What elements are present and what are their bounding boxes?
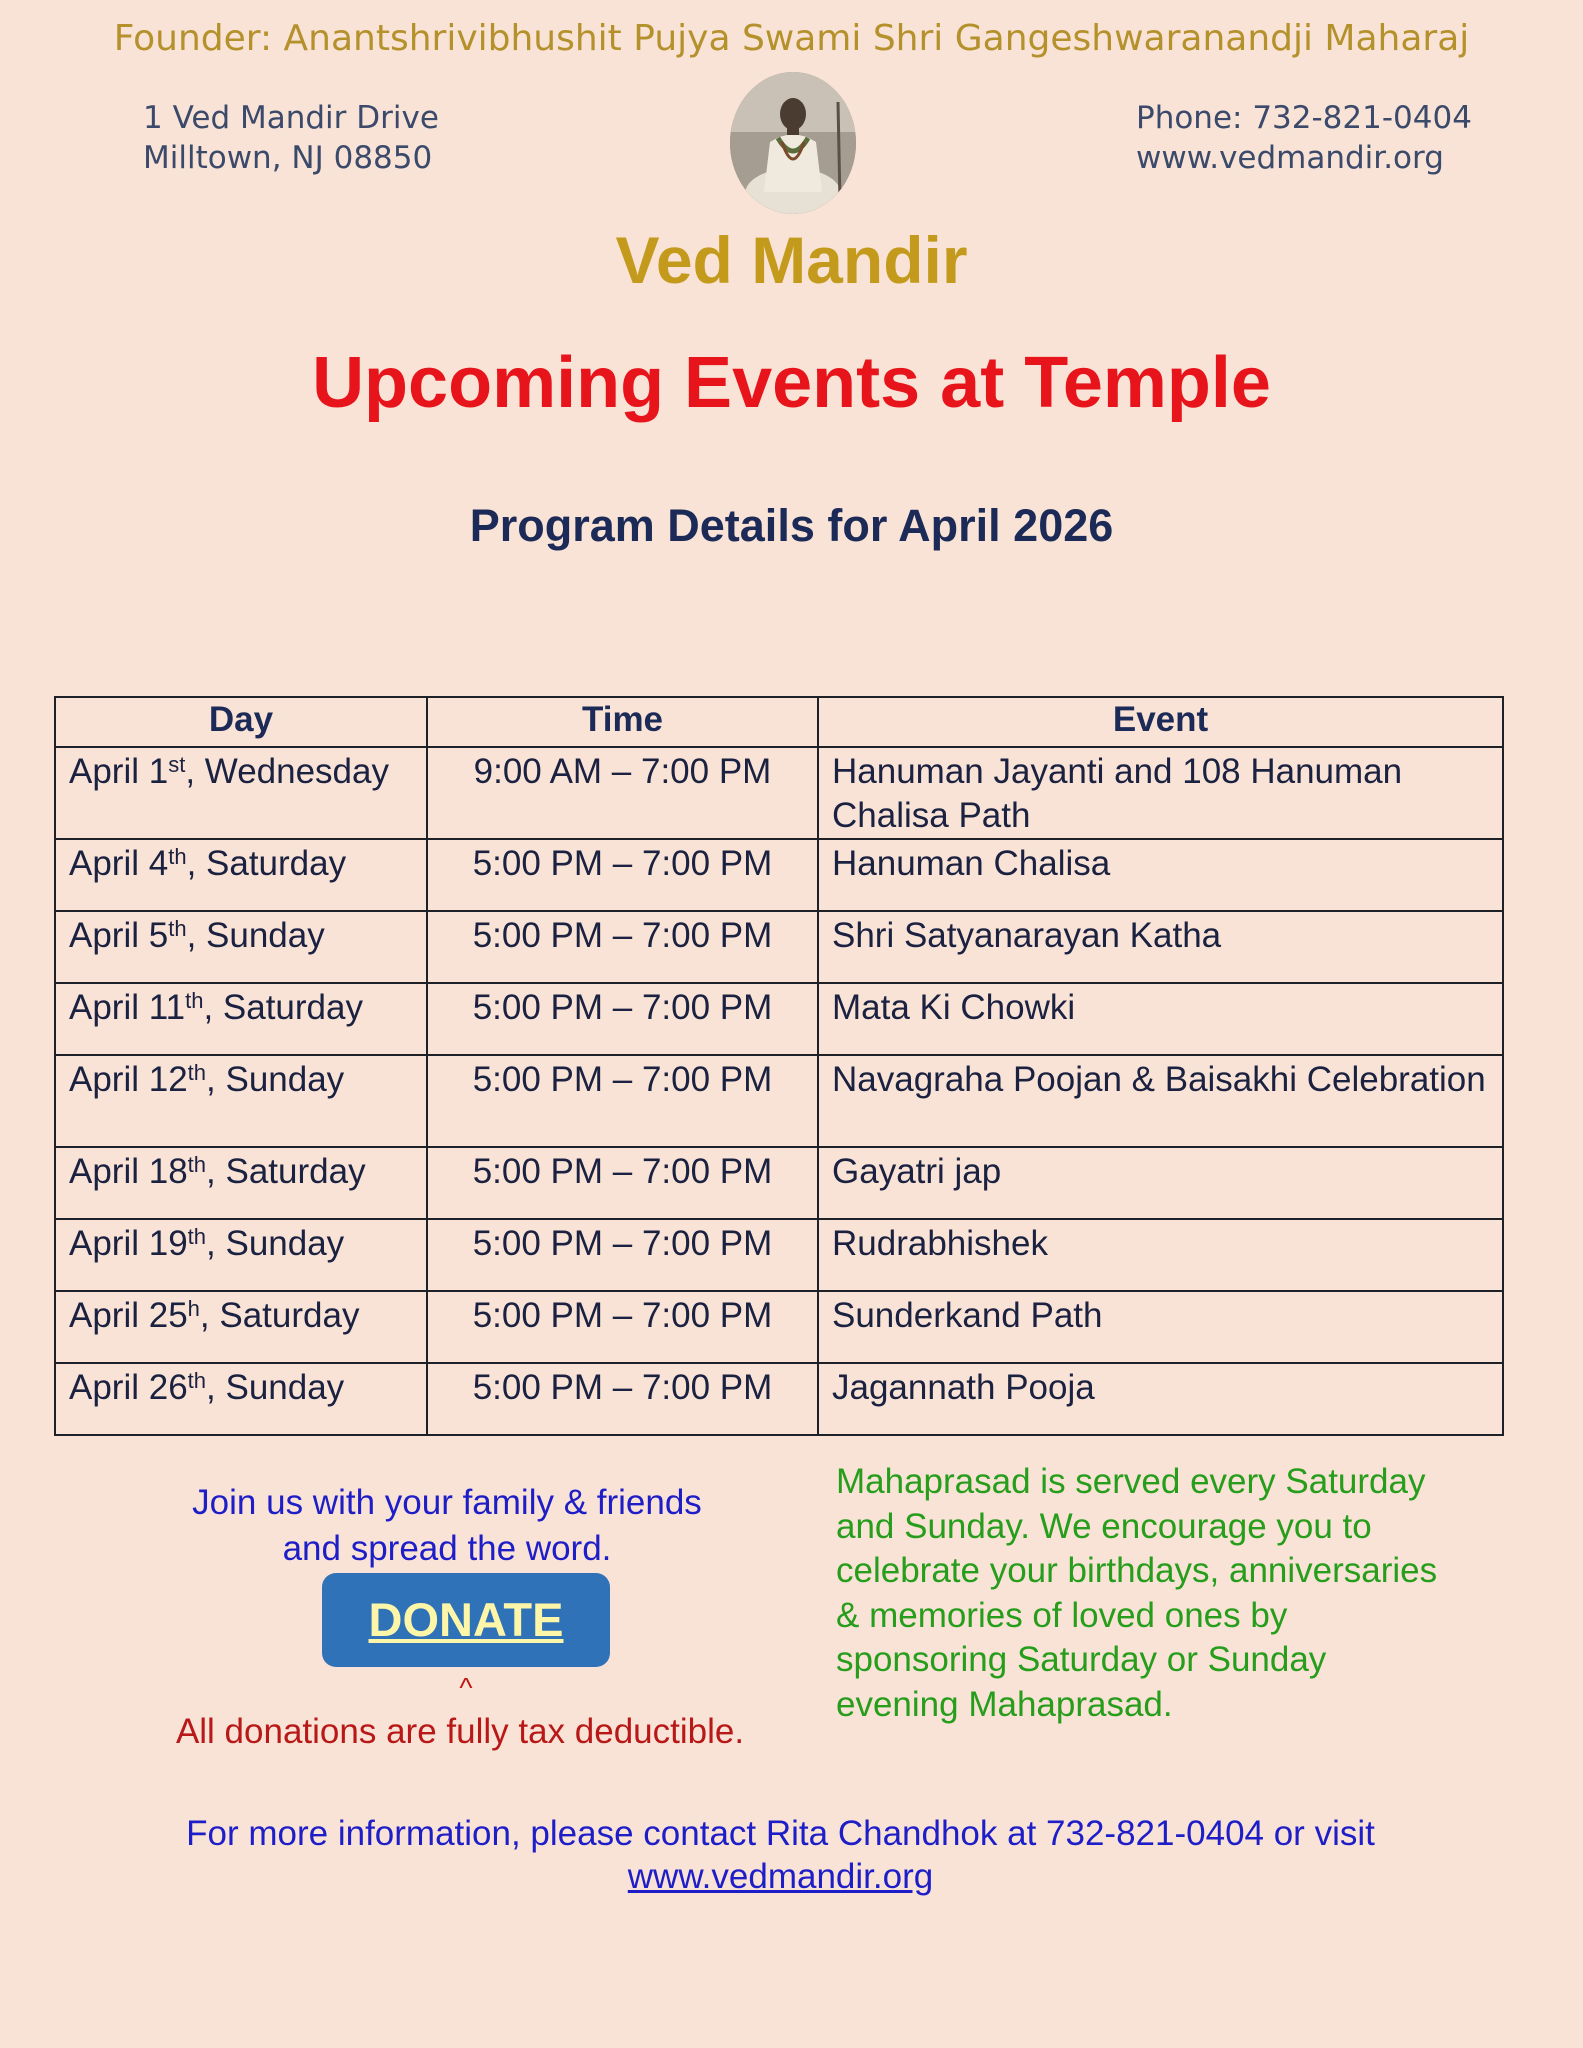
event-cell: Rudrabhishek: [818, 1219, 1503, 1291]
contact-text: For more information, please contact Rita Chandhok at 732-821-0404 or visit: [186, 1814, 1375, 1853]
website-link[interactable]: www.vedmandir.org: [627, 1857, 934, 1896]
mahaprasad-line: evening Mahaprasad.: [836, 1684, 1173, 1724]
website-text: www.vedmandir.org: [1136, 140, 1444, 176]
founder-line: Founder: Anantshrivibhushit Pujya Swami Shri Gangeshwaranandji Maharaj: [113, 18, 1470, 59]
mahaprasad-message: [836, 1460, 1496, 1727]
founder-portrait: [730, 72, 856, 214]
tax-deductible-note: All donations are fully tax deductible.: [175, 1712, 745, 1751]
table-row: [55, 839, 1503, 911]
time-cell: 5:00 PM – 7:00 PM: [427, 1291, 818, 1363]
table-row: [55, 1291, 1503, 1363]
day-cell: April 5th, Sunday: [55, 911, 427, 983]
event-cell: Shri Satyanarayan Katha: [818, 911, 1503, 983]
event-cell: Hanuman Chalisa: [818, 839, 1503, 911]
table-row: [55, 1363, 1503, 1435]
event-cell: Navagraha Poojan & Baisakhi Celebration: [818, 1055, 1503, 1147]
day-cell: April 18th, Saturday: [55, 1147, 427, 1219]
table-header-row: [55, 697, 1503, 747]
event-cell: Gayatri jap: [818, 1147, 1503, 1219]
time-cell: 5:00 PM – 7:00 PM: [427, 1363, 818, 1435]
table-row: [55, 1219, 1503, 1291]
temple-address: [143, 98, 439, 178]
mahaprasad-line: celebrate your birthdays, anniversaries: [836, 1551, 1438, 1590]
time-cell: 5:00 PM – 7:00 PM: [427, 1219, 818, 1291]
table-row: [55, 911, 1503, 983]
header-event: Event: [818, 697, 1503, 747]
mahaprasad-line: and Sunday. We encourage you to: [836, 1506, 1372, 1546]
address-line-2: Milltown, NJ 08850: [143, 140, 433, 176]
mahaprasad-line: Mahaprasad is served every Saturday: [836, 1462, 1426, 1501]
contact-info: [0, 1812, 1561, 1898]
header-time: Time: [427, 697, 818, 747]
events-table: [54, 696, 1504, 1436]
day-cell: April 1st, Wednesday: [55, 747, 427, 839]
day-cell: April 26th, Sunday: [55, 1363, 427, 1435]
address-line-1: 1 Ved Mandir Drive: [143, 100, 439, 136]
day-cell: April 11th, Saturday: [55, 983, 427, 1055]
time-cell: 9:00 AM – 7:00 PM: [427, 747, 818, 839]
table-row: [55, 983, 1503, 1055]
join-line-1: Join us with your family & friends: [192, 1483, 702, 1522]
portrait-image: [730, 72, 856, 214]
mahaprasad-line: sponsoring Saturday or Sunday: [836, 1640, 1327, 1679]
page-title: Upcoming Events at Temple: [312, 343, 1271, 423]
event-cell: Jagannath Pooja: [818, 1363, 1503, 1435]
event-cell: Sunderkand Path: [818, 1291, 1503, 1363]
phone-number: Phone: 732-821-0404: [1136, 100, 1472, 136]
caret-pointer: ^: [459, 1672, 473, 1703]
donate-button[interactable]: DONATE: [322, 1573, 610, 1667]
day-cell: April 12th, Sunday: [55, 1055, 427, 1147]
table-row: [55, 1055, 1503, 1147]
header-day: Day: [55, 697, 427, 747]
event-cell: Hanuman Jayanti and 108 Hanuman Chalisa Path: [818, 747, 1503, 839]
event-cell: Mata Ki Chowki: [818, 983, 1503, 1055]
temple-contact: [1136, 98, 1472, 178]
join-line-2: and spread the word.: [282, 1529, 612, 1568]
day-cell: April 4th, Saturday: [55, 839, 427, 911]
mahaprasad-line: & memories of loved ones by: [836, 1595, 1288, 1635]
table-row: [55, 1147, 1503, 1219]
time-cell: 5:00 PM – 7:00 PM: [427, 839, 818, 911]
time-cell: 5:00 PM – 7:00 PM: [427, 1055, 818, 1147]
day-cell: April 25$^h$, Saturday: [55, 1291, 427, 1363]
join-message: [130, 1480, 764, 1572]
time-cell: 5:00 PM – 7:00 PM: [427, 983, 818, 1055]
temple-name: Ved Mandir: [615, 223, 968, 297]
day-cell: April 19th, Sunday: [55, 1219, 427, 1291]
time-cell: 5:00 PM – 7:00 PM: [427, 911, 818, 983]
table-row: [55, 747, 1503, 839]
program-title: Program Details for April 2026: [469, 500, 1114, 551]
time-cell: 5:00 PM – 7:00 PM: [427, 1147, 818, 1219]
